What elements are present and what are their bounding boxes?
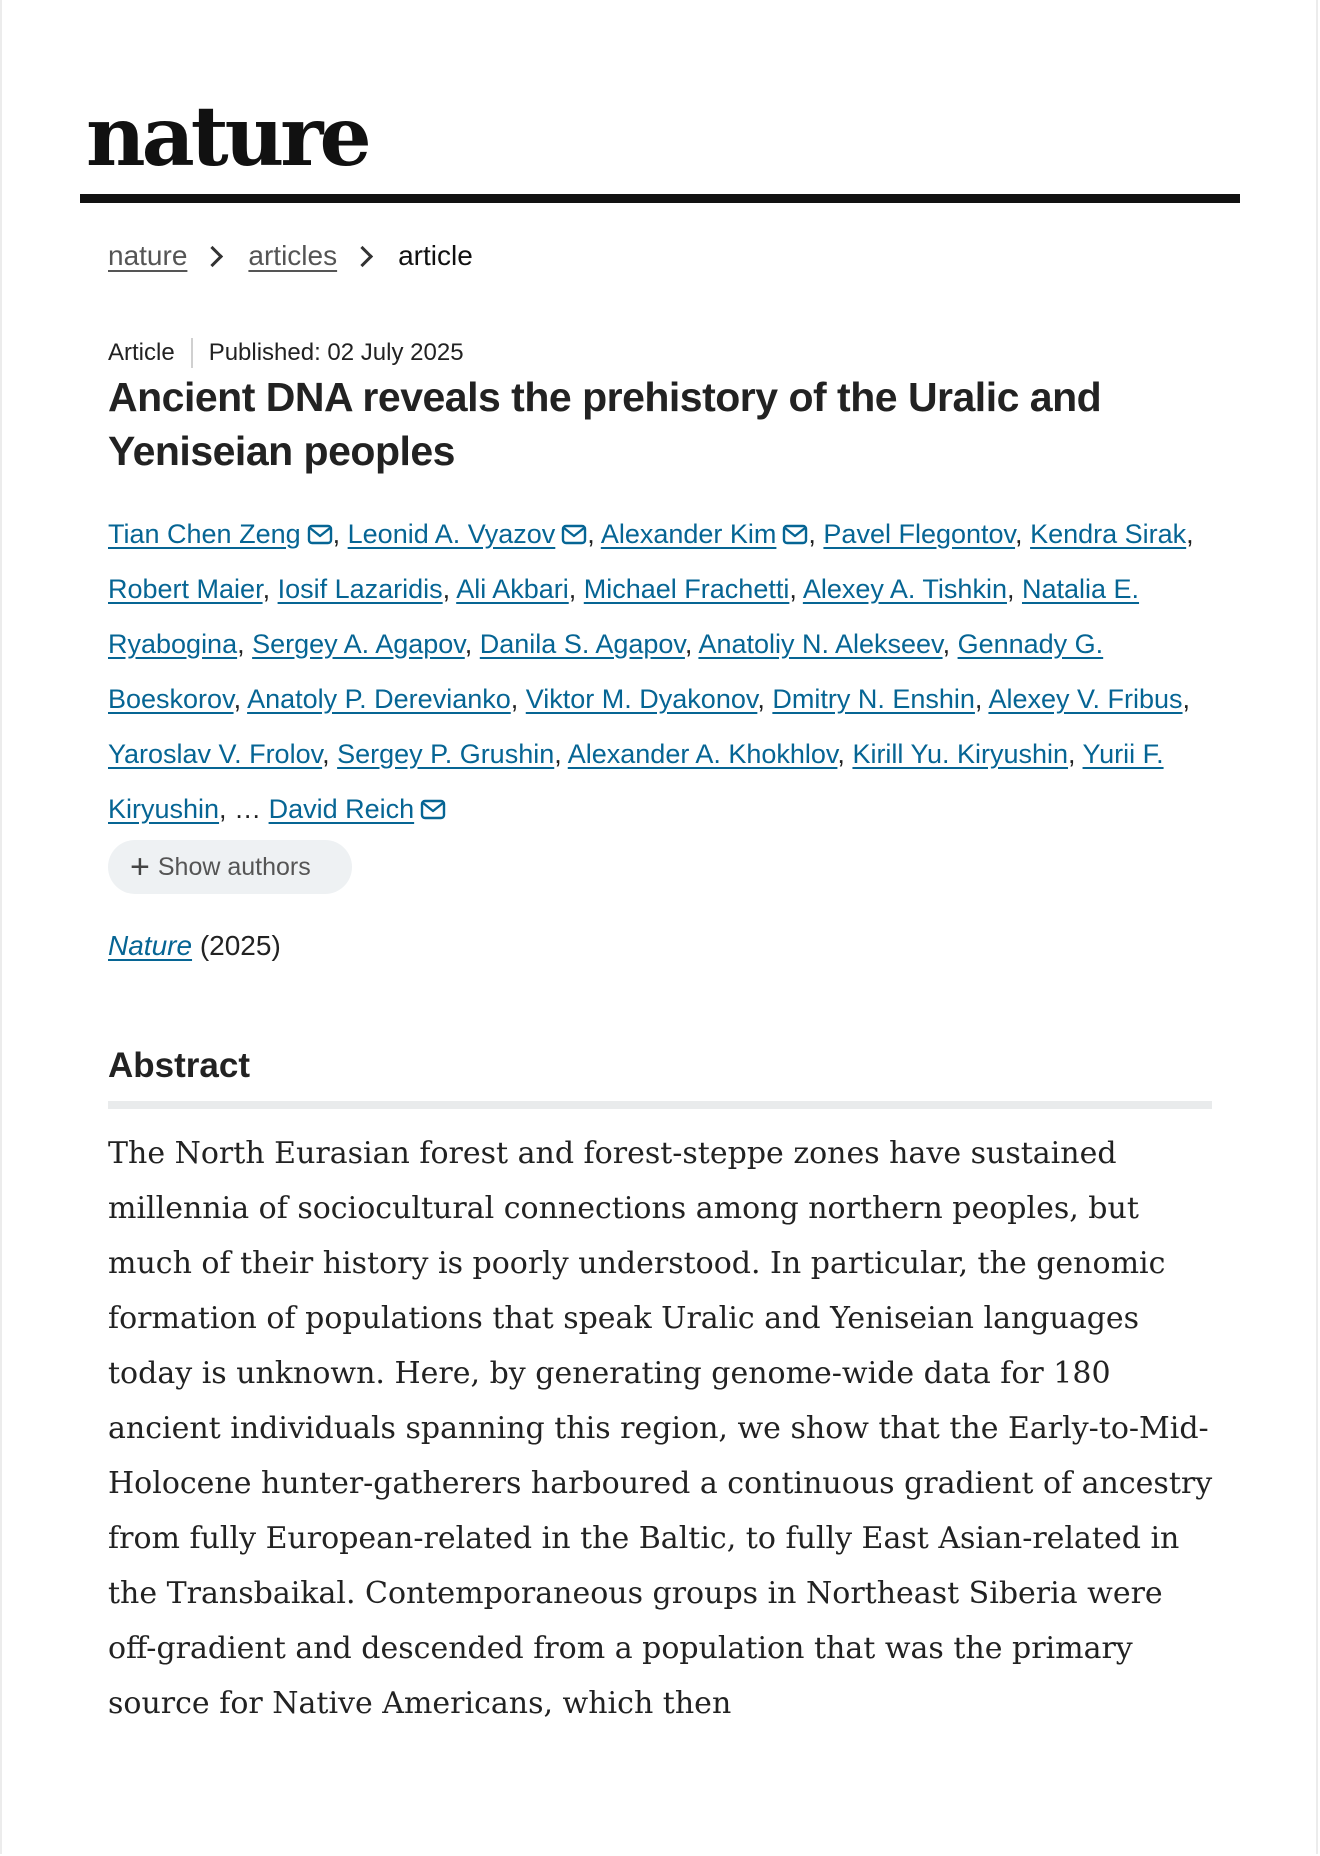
published-date: Published: 02 July 2025 xyxy=(208,339,464,366)
author-link[interactable]: Kirill Yu. Kiryushin xyxy=(852,739,1069,769)
author-link[interactable]: Iosif Lazaridis xyxy=(277,574,443,604)
plus-icon: + xyxy=(130,848,150,886)
show-authors-label: Show authors xyxy=(157,852,311,881)
author-link[interactable]: Ali Akbari xyxy=(456,574,569,604)
abstract-text: The North Eurasian forest and forest-steppe zones have sustained millennia of sociocultural connections among northern peoples, but much of their history is poorly understood. In particular, the genomic formation of populations that speak Uralic and Yeniseian languages today is unknown. Here, by generating genome-wide data for 180 ancient individuals spanning this region, we show that the Early-to-Mid-Holocene hunter-gatherers harboured a continuous gradient of ancestry from fully European-related in the Baltic, to fully East Asian-related in the Transbaikal. Contemporaneous groups in Northeast Siberia were off-gradient and descended from a population that was the primary source for Native Americans, which then xyxy=(108,1136,1213,1721)
article-title: Ancient DNA reveals the prehistory of the Uralic and Yeniseian peoples xyxy=(108,374,1102,474)
author-link[interactable]: Natalia E. Ryabogina xyxy=(108,574,1140,659)
meta-divider xyxy=(191,338,193,368)
author-list: Tian Chen Zeng , Leonid A. Vyazov , Alexander Kim , Pavel Flegontov, Kendra Sirak, Robert Maier, Iosif Lazaridis, Ali Akbari, Michael Frachetti, Alexey A. Tishkin, Natalia E. Ryabogina, Sergey A. Agapov, Danila S. Agapov, Anatoliy N. Alekseev, Gennady G. Boeskorov, Anatoly P. Derevianko, Viktor M. Dyakonov, Dmitry N. Enshin, Alexey V. Fribus, Yaroslav V. Frolov, Sergey P. Grushin, Alexander A. Khokhlov, Kirill Yu. Kiryushin, Yurii F. Kiryushin, … David Reich xyxy=(108,519,1194,824)
author-link[interactable]: Alexander Kim xyxy=(600,519,777,549)
abstract-divider xyxy=(108,1101,1212,1109)
author-link[interactable]: Robert Maier xyxy=(108,574,263,604)
breadcrumb xyxy=(108,240,473,272)
journal-link[interactable]: Nature xyxy=(108,930,193,961)
mail-icon[interactable] xyxy=(420,799,446,821)
journal-year: (2025) xyxy=(199,930,281,961)
author-link[interactable]: Alexey A. Tishkin xyxy=(802,574,1007,604)
author-link[interactable]: Tian Chen Zeng xyxy=(108,519,301,549)
author-link[interactable]: Michael Frachetti xyxy=(583,574,790,604)
chevron-right-icon xyxy=(202,245,223,266)
author-link[interactable]: Alexander A. Khokhlov xyxy=(567,739,838,769)
author-link[interactable]: Yaroslav V. Frolov xyxy=(108,739,323,769)
author-link[interactable]: Pavel Flegontov xyxy=(823,519,1016,549)
header-rule xyxy=(80,194,1240,203)
mail-icon[interactable] xyxy=(307,524,333,546)
author-link[interactable]: Anatoly P. Derevianko xyxy=(247,684,511,714)
author-link[interactable]: Dmitry N. Enshin xyxy=(772,684,975,714)
author-link[interactable]: Alexey V. Fribus xyxy=(988,684,1183,714)
breadcrumb-current: article xyxy=(398,240,473,271)
author-link[interactable]: Sergey P. Grushin xyxy=(337,739,555,769)
author-link[interactable]: Yurii F. Kiryushin xyxy=(108,739,1164,824)
authors-ellipsis: … xyxy=(234,794,262,824)
breadcrumb-articles-link[interactable]: articles xyxy=(248,240,338,271)
author-link[interactable]: Leonid A. Vyazov xyxy=(347,519,556,549)
abstract-heading: Abstract xyxy=(108,1046,250,1085)
chevron-right-icon xyxy=(352,245,373,266)
author-link[interactable]: Sergey A. Agapov xyxy=(252,629,465,659)
author-link[interactable]: David Reich xyxy=(268,794,415,824)
author-link[interactable]: Gennady G. Boeskorov xyxy=(108,629,1104,714)
journal-citation xyxy=(108,930,281,962)
author-link[interactable]: Kendra Sirak xyxy=(1030,519,1187,549)
author-link[interactable]: Danila S. Agapov xyxy=(479,629,685,659)
mail-icon[interactable] xyxy=(561,524,587,546)
article-meta xyxy=(108,338,464,368)
nature-logo[interactable]: nature xyxy=(86,89,368,185)
mail-icon[interactable] xyxy=(782,524,808,546)
article-type: Article xyxy=(108,339,175,366)
author-link[interactable]: Anatoliy N. Alekseev xyxy=(698,629,943,659)
author-link[interactable]: Viktor M. Dyakonov xyxy=(525,684,758,714)
breadcrumb-nature-link[interactable]: nature xyxy=(108,240,188,271)
show-authors-button[interactable] xyxy=(108,840,352,894)
